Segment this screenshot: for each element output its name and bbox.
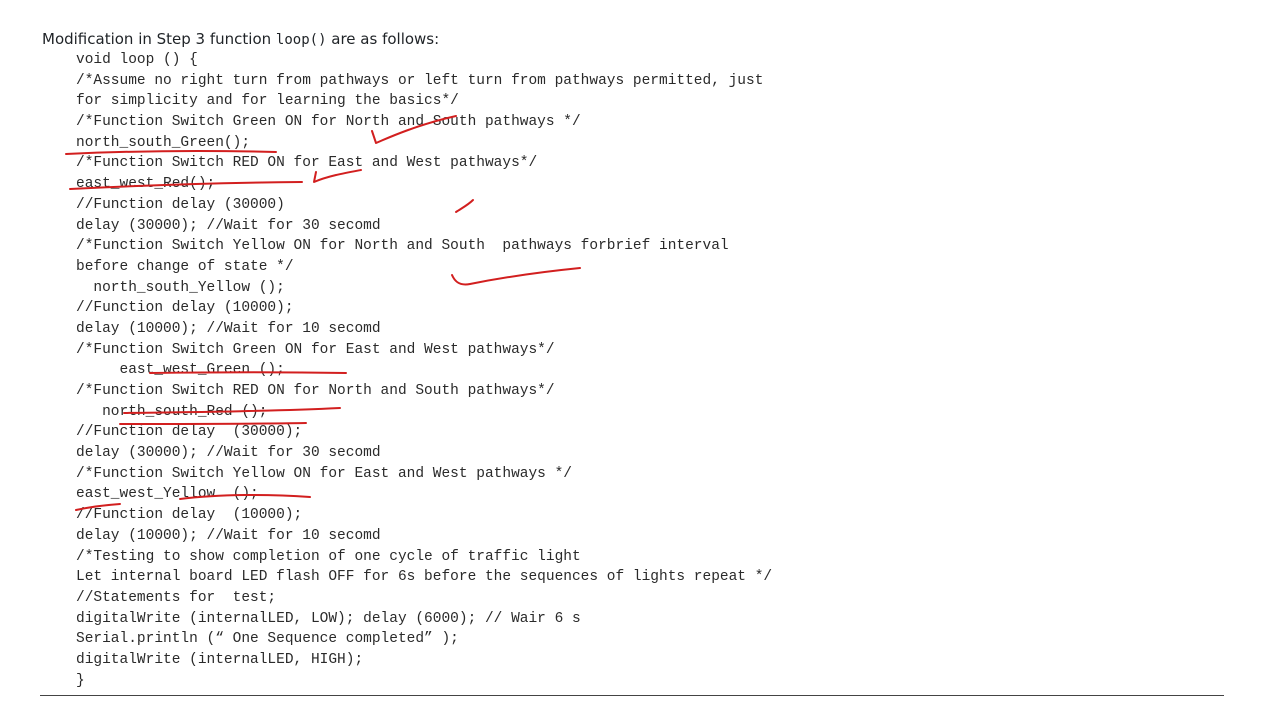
code-line: /*Testing to show completion of one cycle of traffic light: [76, 548, 581, 565]
code-line: east_west_Green ();: [76, 362, 285, 379]
code-line: /*Function Switch Green ON for East and West pathways*/: [76, 341, 555, 358]
bottom-divider: [40, 695, 1224, 696]
code-line: before change of state */: [76, 258, 294, 275]
code-line: digitalWrite (internalLED, HIGH);: [76, 651, 364, 668]
code-line: east_west_Red();: [76, 176, 216, 193]
code-line: delay (30000); //Wait for 30 secomd: [76, 217, 381, 234]
code-line: //Function delay (30000): [76, 196, 285, 213]
section-heading: [42, 29, 439, 50]
code-line: east_west_Yellow ();: [76, 486, 259, 503]
code-line: /*Function Switch RED ON for North and South pathways*/: [76, 383, 555, 399]
heading-suffix: are as follows:: [326, 30, 440, 48]
code-line: //Function delay (10000);: [76, 300, 294, 317]
code-line: delay (30000); //Wait for 30 secomd: [76, 445, 381, 462]
code-line: north_south_Yellow ();: [76, 279, 285, 296]
code-line: //Function delay (30000);: [76, 424, 303, 441]
code-line: /*Function Switch Yellow ON for North and South pathways forbrief interval: [76, 238, 729, 255]
code-line: delay (10000); //Wait for 10 secomd: [76, 527, 381, 544]
code-line: /*Function Switch RED ON for East and West pathways*/: [76, 155, 538, 172]
code-line: Let internal board LED flash OFF for 6s before the sequences of lights repeat */: [76, 569, 773, 586]
code-line: digitalWrite (internalLED, LOW); delay (6000); // Wair 6 s: [76, 610, 581, 627]
code-line: /*Function Switch Green ON for North and South pathways */: [76, 114, 581, 131]
code-line: //Function delay (10000);: [76, 507, 303, 524]
code-block: [76, 50, 772, 691]
code-line: }: [76, 672, 85, 689]
heading-prefix: Modification in Step 3 function: [42, 30, 276, 48]
code-line: Serial.println (“ One Sequence completed” );: [76, 631, 459, 648]
code-line: /*Assume no right turn from pathways or left turn from pathways permitted, just: [76, 72, 764, 89]
code-line: north_south_Green();: [76, 134, 251, 151]
code-line: north_south_Red ();: [76, 403, 268, 420]
code-line: //Statements for test;: [76, 589, 277, 606]
code-line: for simplicity and for learning the basics*/: [76, 93, 459, 110]
code-line: delay (10000); //Wait for 10 secomd: [76, 320, 381, 337]
code-line: void loop () {: [76, 52, 198, 68]
heading-function-name: loop(): [275, 32, 327, 48]
code-line: /*Function Switch Yellow ON for East and West pathways */: [76, 465, 572, 482]
